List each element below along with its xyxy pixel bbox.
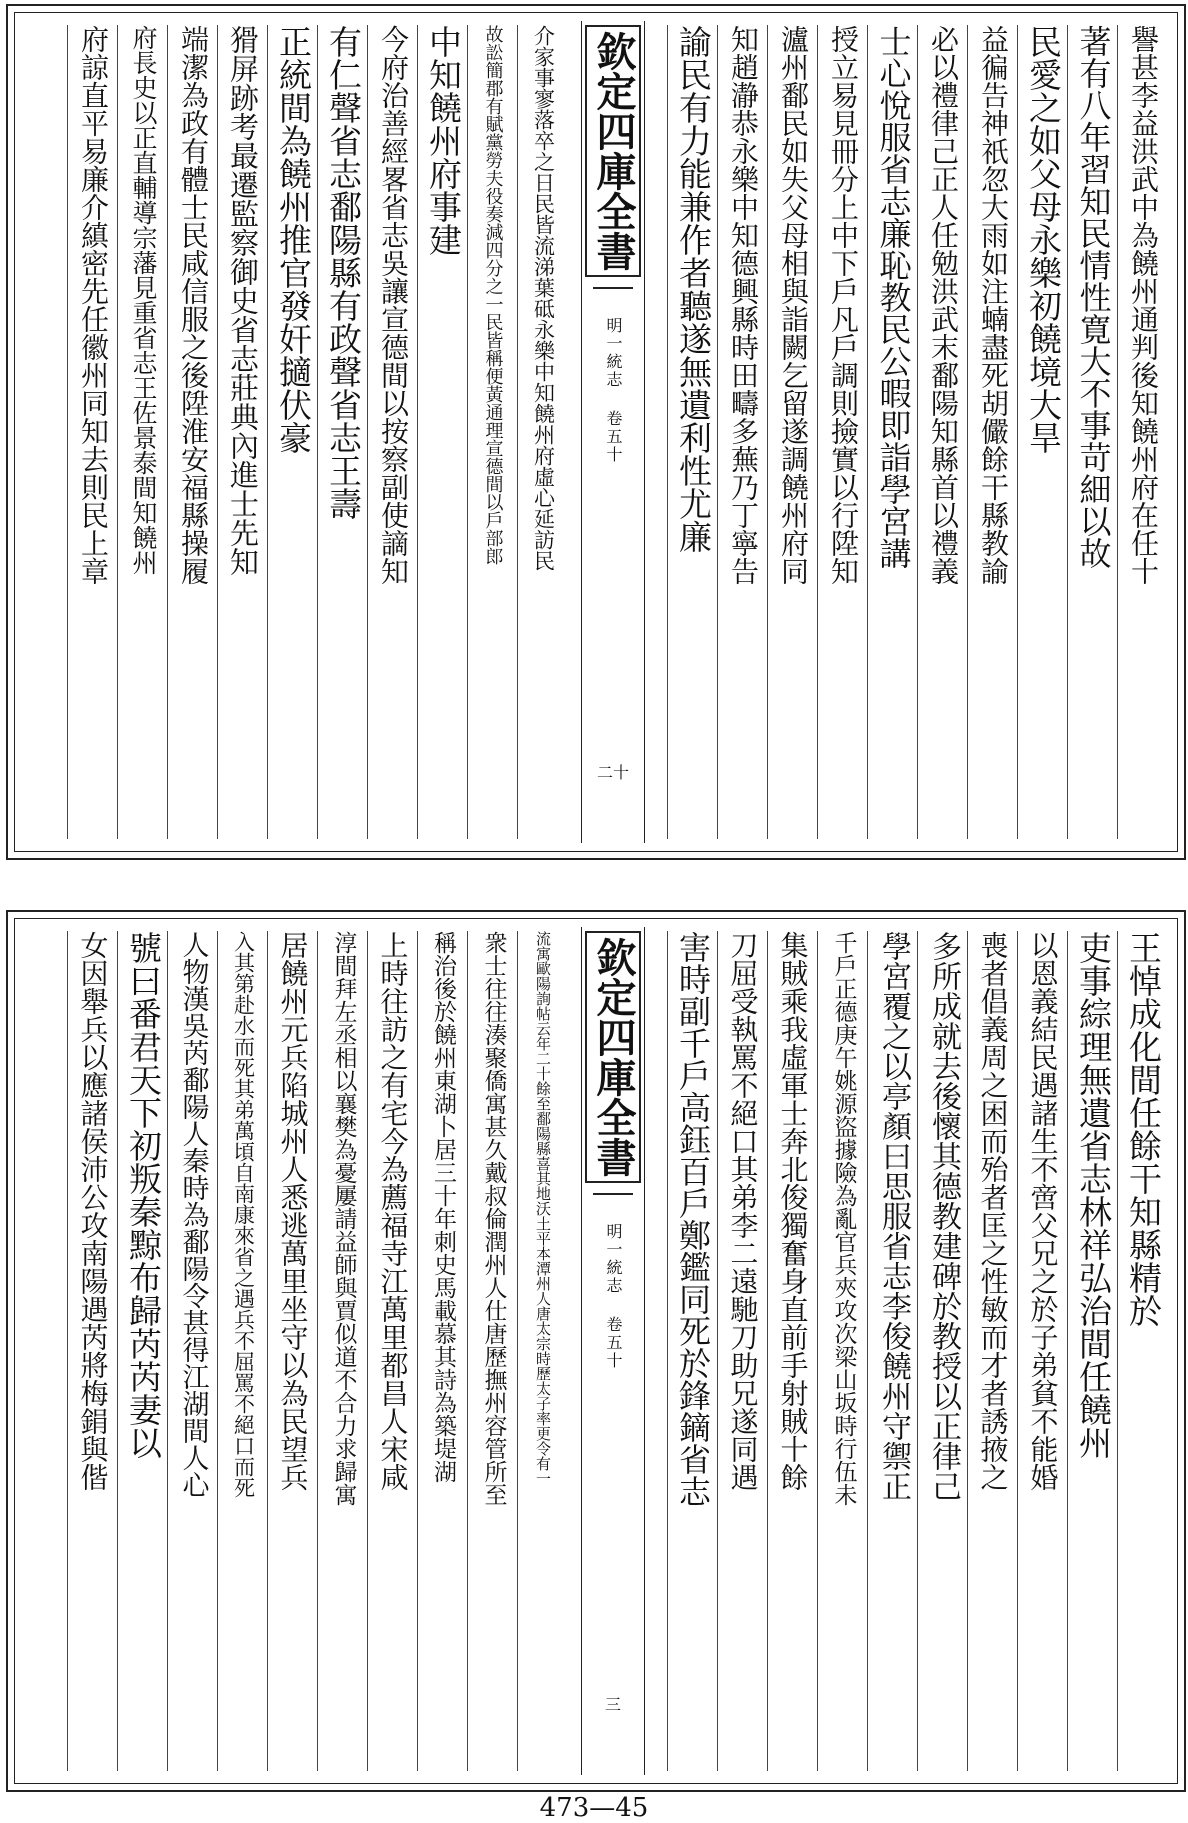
bottom-text-column xyxy=(817,931,868,1771)
top-column-text: 譽甚李益洪武中為饒州通判後知饒州府在任十 xyxy=(1127,25,1160,585)
bottom-text-column xyxy=(717,931,768,1771)
top-text-column xyxy=(717,25,768,839)
top-center-title: 欽定四庫全書 xyxy=(585,25,641,277)
bottom-text-column xyxy=(767,931,818,1771)
top-fish-tail xyxy=(593,287,633,307)
top-text-column xyxy=(517,25,568,839)
page-number: 473—45 xyxy=(539,1793,649,1823)
bottom-volume-label: 明一統志 卷五十 xyxy=(604,1223,623,1370)
top-column-text: 諭民有力能兼作者聽遂無遺利性尤廉 xyxy=(674,25,713,553)
bottom-column-text: 害時副千戶高鈺百戶鄭鑑同死於鋒鏑省志 xyxy=(674,931,712,1507)
top-column-text: 有仁聲省志鄱陽縣有政聲省志王壽 xyxy=(324,25,363,520)
bottom-text-column xyxy=(467,931,518,1771)
top-folio: 二十 xyxy=(596,763,629,782)
top-text-column xyxy=(217,25,268,839)
bottom-text-column xyxy=(967,931,1018,1771)
bottom-column-text: 居饒州元兵陷城州人悉逃萬里坐守以為民望兵 xyxy=(276,931,310,1491)
top-column-text: 故訟簡郡有賦黨勞夫役奏減四分之一民皆稱便黃通理宣德間以戶部郎 xyxy=(482,25,504,565)
bottom-text-column xyxy=(1117,931,1168,1771)
top-column-text: 介家事寥落卒之日民皆流涕葉砥永樂中知饒州府虛心延訪民 xyxy=(531,25,556,571)
bottom-column-text: 王悼成化間任餘干知縣精於 xyxy=(1124,931,1163,1327)
bottom-column-text: 流寓歐陽詢帖云年二十餘至鄱陽縣喜其地沃土平本潭州人唐太宗時歷太子率更令有一 xyxy=(534,931,552,1486)
top-center-column xyxy=(581,21,645,843)
bottom-column-text: 多所成就去後懷其德教建碑於教授以正律己 xyxy=(926,931,961,1501)
bottom-column-text: 女因舉兵以應諸侯沛公攻南陽遇芮將梅鋗與偕 xyxy=(76,931,110,1491)
top-volume-label: 明一統志 卷五十 xyxy=(604,317,623,464)
bottom-column-text: 衆士往往湊聚僑寓甚久戴叔倫潤州人仕唐歷撫州容管所至 xyxy=(480,931,507,1506)
bottom-column-text: 入其第赴水而死其弟萬頃自南康來省之遇兵不屈罵不絕口而死 xyxy=(231,931,256,1498)
bottom-center-column xyxy=(581,927,645,1775)
bottom-center-title: 欽定四庫全書 xyxy=(585,931,641,1183)
bottom-text-column xyxy=(417,931,468,1771)
top-column-text: 益徧告神祇忽大雨如注蝻盡死胡儼餘干縣教諭 xyxy=(977,25,1010,585)
top-column-text: 士心悅服省志廉恥教民公暇即詣學宮講 xyxy=(874,25,913,569)
top-text-column xyxy=(67,25,118,839)
top-column-text: 授立易見冊分上中下戶凡戶調則撿實以行陞知 xyxy=(827,25,860,585)
top-column-text: 府諒直平易廉介縝密先任徽州同知去則民上章 xyxy=(77,25,110,585)
bottom-column-text: 人物漢吳芮鄱陽人秦時為鄱陽令甚得江湖間人心 xyxy=(177,931,209,1498)
top-page-frame xyxy=(6,4,1186,860)
top-text-column xyxy=(917,25,968,839)
top-column-text: 瀘州鄱民如失父母相與詣闕乞留遂調饒州府同 xyxy=(777,25,810,585)
bottom-text-column xyxy=(167,931,218,1771)
top-column-text: 中知饒州府事建 xyxy=(424,25,463,256)
bottom-folio: 三 xyxy=(604,1695,621,1714)
bottom-column-text: 千戶正德庚午姚源盜據險為亂官兵夾攻次梁山坂時行伍未 xyxy=(830,931,857,1506)
bottom-column-text: 集賊乘我虛軍士奔北俊獨奮身直前手射賊十餘 xyxy=(776,931,810,1491)
top-text-column xyxy=(767,25,818,839)
bottom-column-text: 喪者倡義周之困而殆者匡之性敏而才者誘掖之 xyxy=(976,931,1010,1491)
top-column-text: 知趙瀞恭永樂中知德興縣時田疇多蕪乃丁寧告 xyxy=(727,25,760,585)
top-text-column xyxy=(167,25,218,839)
top-text-column xyxy=(667,25,718,839)
top-text-column xyxy=(417,25,468,839)
top-text-column xyxy=(1067,25,1118,839)
top-text-column xyxy=(267,25,318,839)
top-text-column xyxy=(1017,25,1068,839)
bottom-column-text: 號曰番君天下初叛秦黥布歸芮芮妻以 xyxy=(124,931,163,1459)
top-text-column xyxy=(117,25,168,839)
bottom-text-column xyxy=(517,931,568,1771)
top-column-text: 必以禮律己正人任勉洪武末鄱陽知縣首以禮義 xyxy=(927,25,960,585)
bottom-page-inner-border xyxy=(14,918,1178,1784)
bottom-column-text: 上時往訪之有宅今為薦福寺江萬里都昌人宋咸 xyxy=(376,931,410,1491)
bottom-text-column xyxy=(867,931,918,1771)
bottom-page-frame xyxy=(6,910,1186,1792)
bottom-column-text: 吏事綜理無遺省志林祥弘治間任饒州 xyxy=(1074,931,1113,1459)
top-text-column xyxy=(817,25,868,839)
top-column-text: 著有八年習知民情性寛大不事苛細以故 xyxy=(1074,25,1113,569)
top-column-text: 端潔為政有體士民咸信服之後陞淮安福縣操履 xyxy=(177,25,210,585)
top-column-text: 今府治善經畧省志吳讓宣德間以按察副使謫知 xyxy=(377,25,410,585)
bottom-column-text: 淳間拜左丞相以襄樊為憂屢請益師與賈似道不合力求歸寓 xyxy=(330,931,357,1506)
top-column-text: 正統間為饒州推官發奸擿伏豪 xyxy=(274,25,313,454)
top-column-text: 猾屏跡考最遷監察御史省志莊典內進士先知 xyxy=(226,25,260,576)
top-text-column xyxy=(1117,25,1168,839)
bottom-text-column xyxy=(917,931,968,1771)
top-column-text: 民愛之如父母永樂初饒境大旱 xyxy=(1024,25,1063,454)
bottom-fish-tail xyxy=(593,1193,633,1213)
bottom-text-column xyxy=(667,931,718,1771)
bottom-column-text: 學宮覆之以亭顏曰思服省志李俊饒州守禦正 xyxy=(876,931,911,1501)
bottom-column-text: 刀屈受執罵不絕口其弟李二遠馳刀助兄遂同遇 xyxy=(726,931,760,1491)
bottom-text-column xyxy=(1017,931,1068,1771)
top-text-column xyxy=(967,25,1018,839)
top-text-column xyxy=(367,25,418,839)
top-text-column xyxy=(867,25,918,839)
bottom-column-text: 以恩義結民遇諸生不啻父兄之於子弟貧不能婚 xyxy=(1026,931,1060,1491)
top-column-text: 府長史以正直輔導宗藩見重省志王佐景泰間知饒州 xyxy=(129,25,158,575)
bottom-column-text: 稱治後於饒州東湖卜居三十年刺史馬載慕其詩為築堤湖 xyxy=(430,931,456,1483)
bottom-text-column xyxy=(367,931,418,1771)
top-page-inner-border xyxy=(14,12,1178,852)
bottom-text-column xyxy=(317,931,368,1771)
bottom-text-column xyxy=(1067,931,1118,1771)
bottom-text-column xyxy=(67,931,118,1771)
bottom-text-column xyxy=(267,931,318,1771)
top-text-column xyxy=(467,25,518,839)
bottom-text-column xyxy=(117,931,168,1771)
bottom-text-column xyxy=(217,931,268,1771)
top-text-column xyxy=(317,25,368,839)
